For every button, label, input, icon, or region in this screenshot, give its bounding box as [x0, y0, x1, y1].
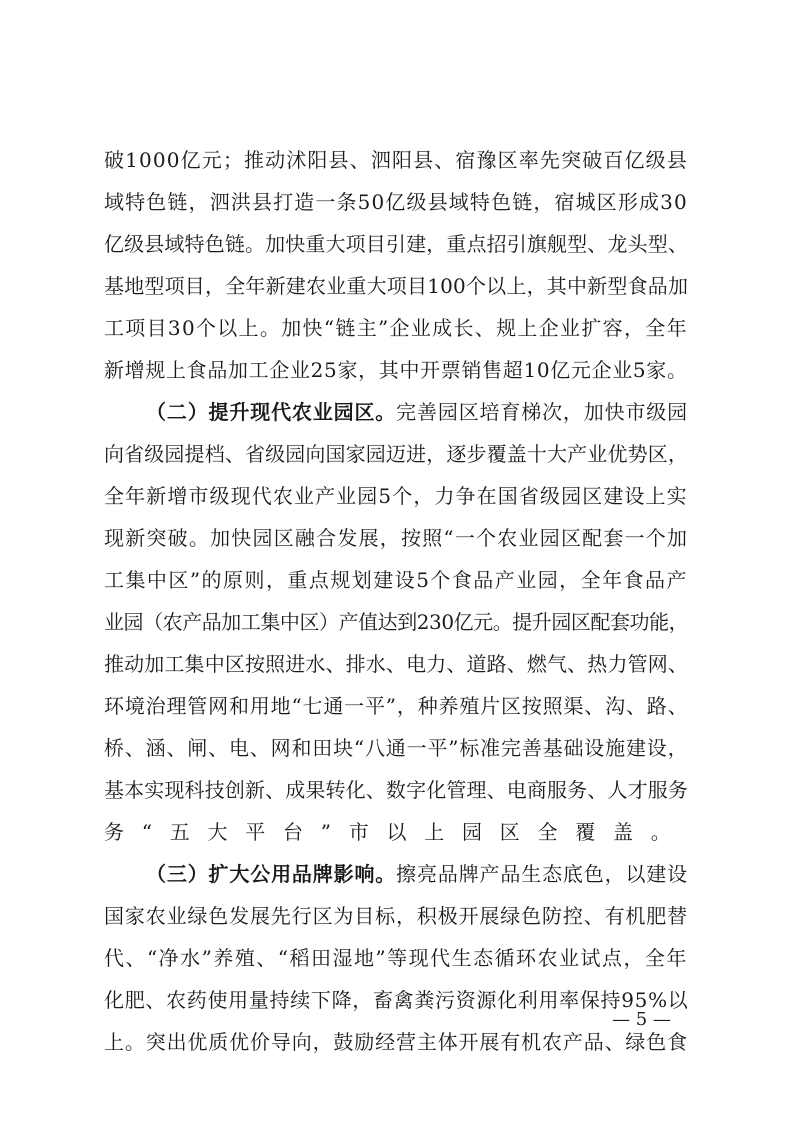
body-line: 务“五大平台”市以上园区全覆盖。	[104, 820, 688, 844]
body-line: 域特色链，泗洪县打造一条50亿级县域特色链，宿城区形成30	[104, 190, 688, 214]
body-line: 上。突出优质优价导向，鼓励经营主体开展有机农产品、绿色食	[104, 1030, 688, 1054]
body-text: 完善园区培育梯次，加快市级园	[396, 400, 688, 424]
body-line: 桥、涵、闸、电、网和田块“八通一平”标准完善基础设施建设，	[104, 736, 688, 760]
body-line: 基本实现科技创新、成果转化、数字化管理、电商服务、人才服务	[104, 778, 688, 802]
body-line: 业园（农产品加工集中区）产值达到230亿元。提升园区配套功能，	[104, 610, 688, 634]
body-line: 新增规上食品加工企业25家，其中开票销售超10亿元企业5家。	[104, 358, 688, 382]
body-line: 向省级园提档、省级园向国家园迈进，逐步覆盖十大产业优势区，	[104, 442, 688, 466]
body-line: 现新突破。加快园区融合发展，按照“一个农业园区配套一个加	[104, 526, 688, 550]
section-heading: （二）提升现代农业园区。	[146, 400, 397, 424]
body-line: 亿级县域特色链。加快重大项目引建，重点招引旗舰型、龙头型、	[104, 232, 688, 256]
paragraph-first-line	[146, 860, 688, 888]
body-line: 破1000亿元；推动沭阳县、泗阳县、宿豫区率先突破百亿级县	[104, 148, 688, 172]
body-line: 代、“净水”养殖、“稻田湿地”等现代生态循环农业试点，全年	[104, 946, 688, 970]
body-line: 国家农业绿色发展先行区为目标，积极开展绿色防控、有机肥替	[104, 904, 688, 928]
body-line: 工项目30个以上。加快“链主”企业成长、规上企业扩容，全年	[104, 316, 688, 340]
body-line: 全年新增市级现代农业产业园5个，力争在国省级园区建设上实	[104, 484, 688, 508]
paragraph-first-line	[146, 398, 688, 426]
body-line: 推动加工集中区按照进水、排水、电力、道路、燃气、热力管网、	[104, 652, 688, 676]
body-line: 基地型项目，全年新建农业重大项目100个以上，其中新型食品加	[104, 274, 688, 298]
body-line: 化肥、农药使用量持续下降，畜禽粪污资源化利用率保持95%以	[104, 988, 688, 1012]
page-number: — 5 —	[612, 1009, 671, 1030]
body-line: 环境治理管网和用地“七通一平”，种养殖片区按照渠、沟、路、	[104, 694, 688, 718]
body-line: 工集中区”的原则，重点规划建设5个食品产业园，全年食品产	[104, 568, 688, 592]
section-heading: （三）扩大公用品牌影响。	[146, 862, 397, 886]
body-text: 擦亮品牌产品生态底色，以建设	[396, 862, 688, 886]
